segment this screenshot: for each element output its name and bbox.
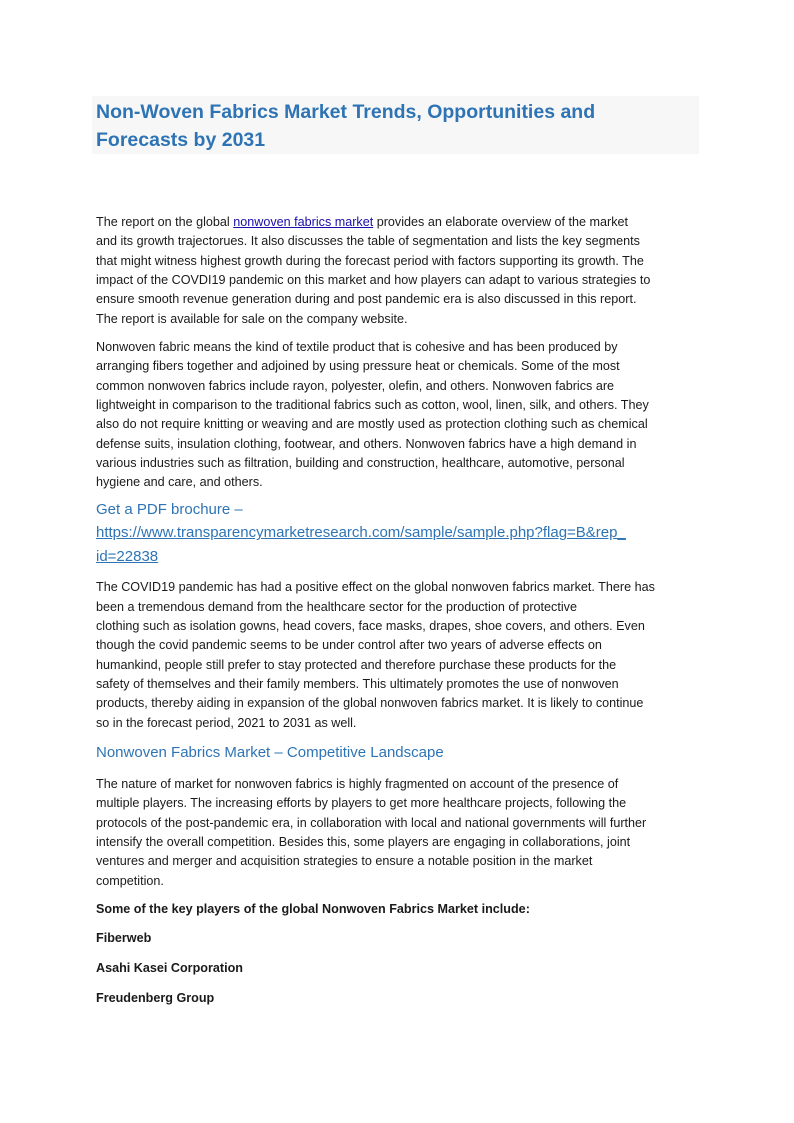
- paragraph-line: ensure smooth revenue generation during and post pandemic era is also discussed in this report.: [96, 292, 637, 307]
- paragraph-line: also do not require knitting or weaving and are mostly used as protection clothing such as chemical: [96, 417, 648, 432]
- paragraph-line: though the covid pandemic seems to be under control after two years of adverse effects on: [96, 638, 602, 653]
- key-player-item: Freudenberg Group: [96, 991, 215, 1006]
- key-players-intro: Some of the key players of the global Nonwoven Fabrics Market include:: [96, 902, 530, 917]
- article-body: [96, 213, 700, 1019]
- paragraph-line: so in the forecast period, 2021 to 2031 as well.: [96, 715, 357, 730]
- paragraph-line: defense suits, insulation clothing, footwear, and others. Nonwoven fabrics have a high demand in: [96, 436, 637, 451]
- paragraph-line: hygiene and care, and others.: [96, 475, 263, 490]
- competitive-landscape-heading: Nonwoven Fabrics Market – Competitive Landscape: [96, 744, 444, 762]
- covid-paragraph: [96, 578, 700, 733]
- paragraph-line: been a tremendous demand from the healthcare sector for the production of protective: [96, 599, 577, 614]
- competition-paragraph: [96, 775, 700, 891]
- intro-prefix: The report on the global: [96, 215, 234, 229]
- title-box: [92, 96, 699, 154]
- paragraph-line: common nonwoven fabrics include rayon, polyester, olefin, and others. Nonwoven fabrics are: [96, 378, 615, 393]
- paragraph-line: Nonwoven fabric means the kind of textile product that is cohesive and has been produced by: [96, 340, 618, 355]
- paragraph-line: and its growth trajectorues. It also discusses the table of segmentation and lists the key segments: [96, 234, 640, 249]
- paragraph-line: competition.: [96, 873, 164, 888]
- paragraph-line: products, thereby aiding in expansion of the global nonwoven fabrics market. It is likely to continue: [96, 696, 644, 711]
- pdf-brochure-label: Get a PDF brochure –: [96, 500, 243, 518]
- intro-paragraph: [96, 213, 700, 329]
- pdf-brochure-link[interactable]: [96, 521, 700, 568]
- intro-line-first: [96, 213, 700, 232]
- paragraph-line: intensify the overall competition. Besides this, some players are engaging in collaborations, joint: [96, 835, 631, 850]
- paragraph-line: The report is available for sale on the company website.: [96, 311, 408, 326]
- paragraph-line: impact of the COVDI19 pandemic on this market and how players can adapt to various strategies to: [96, 273, 651, 288]
- page-title-line-2: Forecasts by 2031: [96, 129, 266, 151]
- paragraph-line: ventures and merger and acquisition strategies to ensure a notable position in the market: [96, 854, 593, 869]
- paragraph-line: protocols of the post-pandemic era, in collaboration with local and national governments will further: [96, 815, 647, 830]
- paragraph-line: clothing such as isolation gowns, head covers, face masks, drapes, shoe covers, and others. Even: [96, 619, 645, 633]
- paragraph-line: lightweight in comparison to the traditional fabrics such as cotton, wool, linen, silk, and others. They: [96, 398, 649, 413]
- key-player-item: Asahi Kasei Corporation: [96, 961, 243, 976]
- key-player-item: Fiberweb: [96, 931, 152, 946]
- pdf-url-line-2[interactable]: id=22838: [96, 547, 159, 565]
- paragraph-line: The COVID19 pandemic has had a positive effect on the global nonwoven fabrics market. There has: [96, 580, 655, 595]
- pdf-url-line-1[interactable]: https://www.transparencymarketresearch.com/sample/sample.php?flag=B&rep_: [96, 524, 626, 542]
- paragraph-line: The nature of market for nonwoven fabrics is highly fragmented on account of the presence of: [96, 777, 619, 792]
- intro-suffix: provides an elaborate overview of the market: [373, 215, 629, 229]
- paragraph-line: safety of themselves and their family members. This ultimately promotes the use of nonwoven: [96, 677, 619, 692]
- paragraph-line: humankind, people still prefer to stay protected and therefore purchase these products for the: [96, 657, 617, 672]
- paragraph-line: multiple players. The increasing efforts by players to get more healthcare projects, following the: [96, 796, 627, 811]
- page-title-line-1: Non-Woven Fabrics Market Trends, Opportunities and: [96, 101, 596, 123]
- market-link[interactable]: nonwoven fabrics market: [233, 215, 374, 229]
- paragraph-line: various industries such as filtration, building and construction, healthcare, automotive, personal: [96, 456, 625, 471]
- paragraph-line: that might witness highest growth during the forecast period with factors supporting its growth. The: [96, 253, 644, 268]
- pdf-brochure-block: [96, 498, 700, 569]
- definition-paragraph: [96, 338, 700, 493]
- paragraph-line: arranging fibers together and adjoined by using pressure heat or chemicals. Some of the most: [96, 359, 620, 374]
